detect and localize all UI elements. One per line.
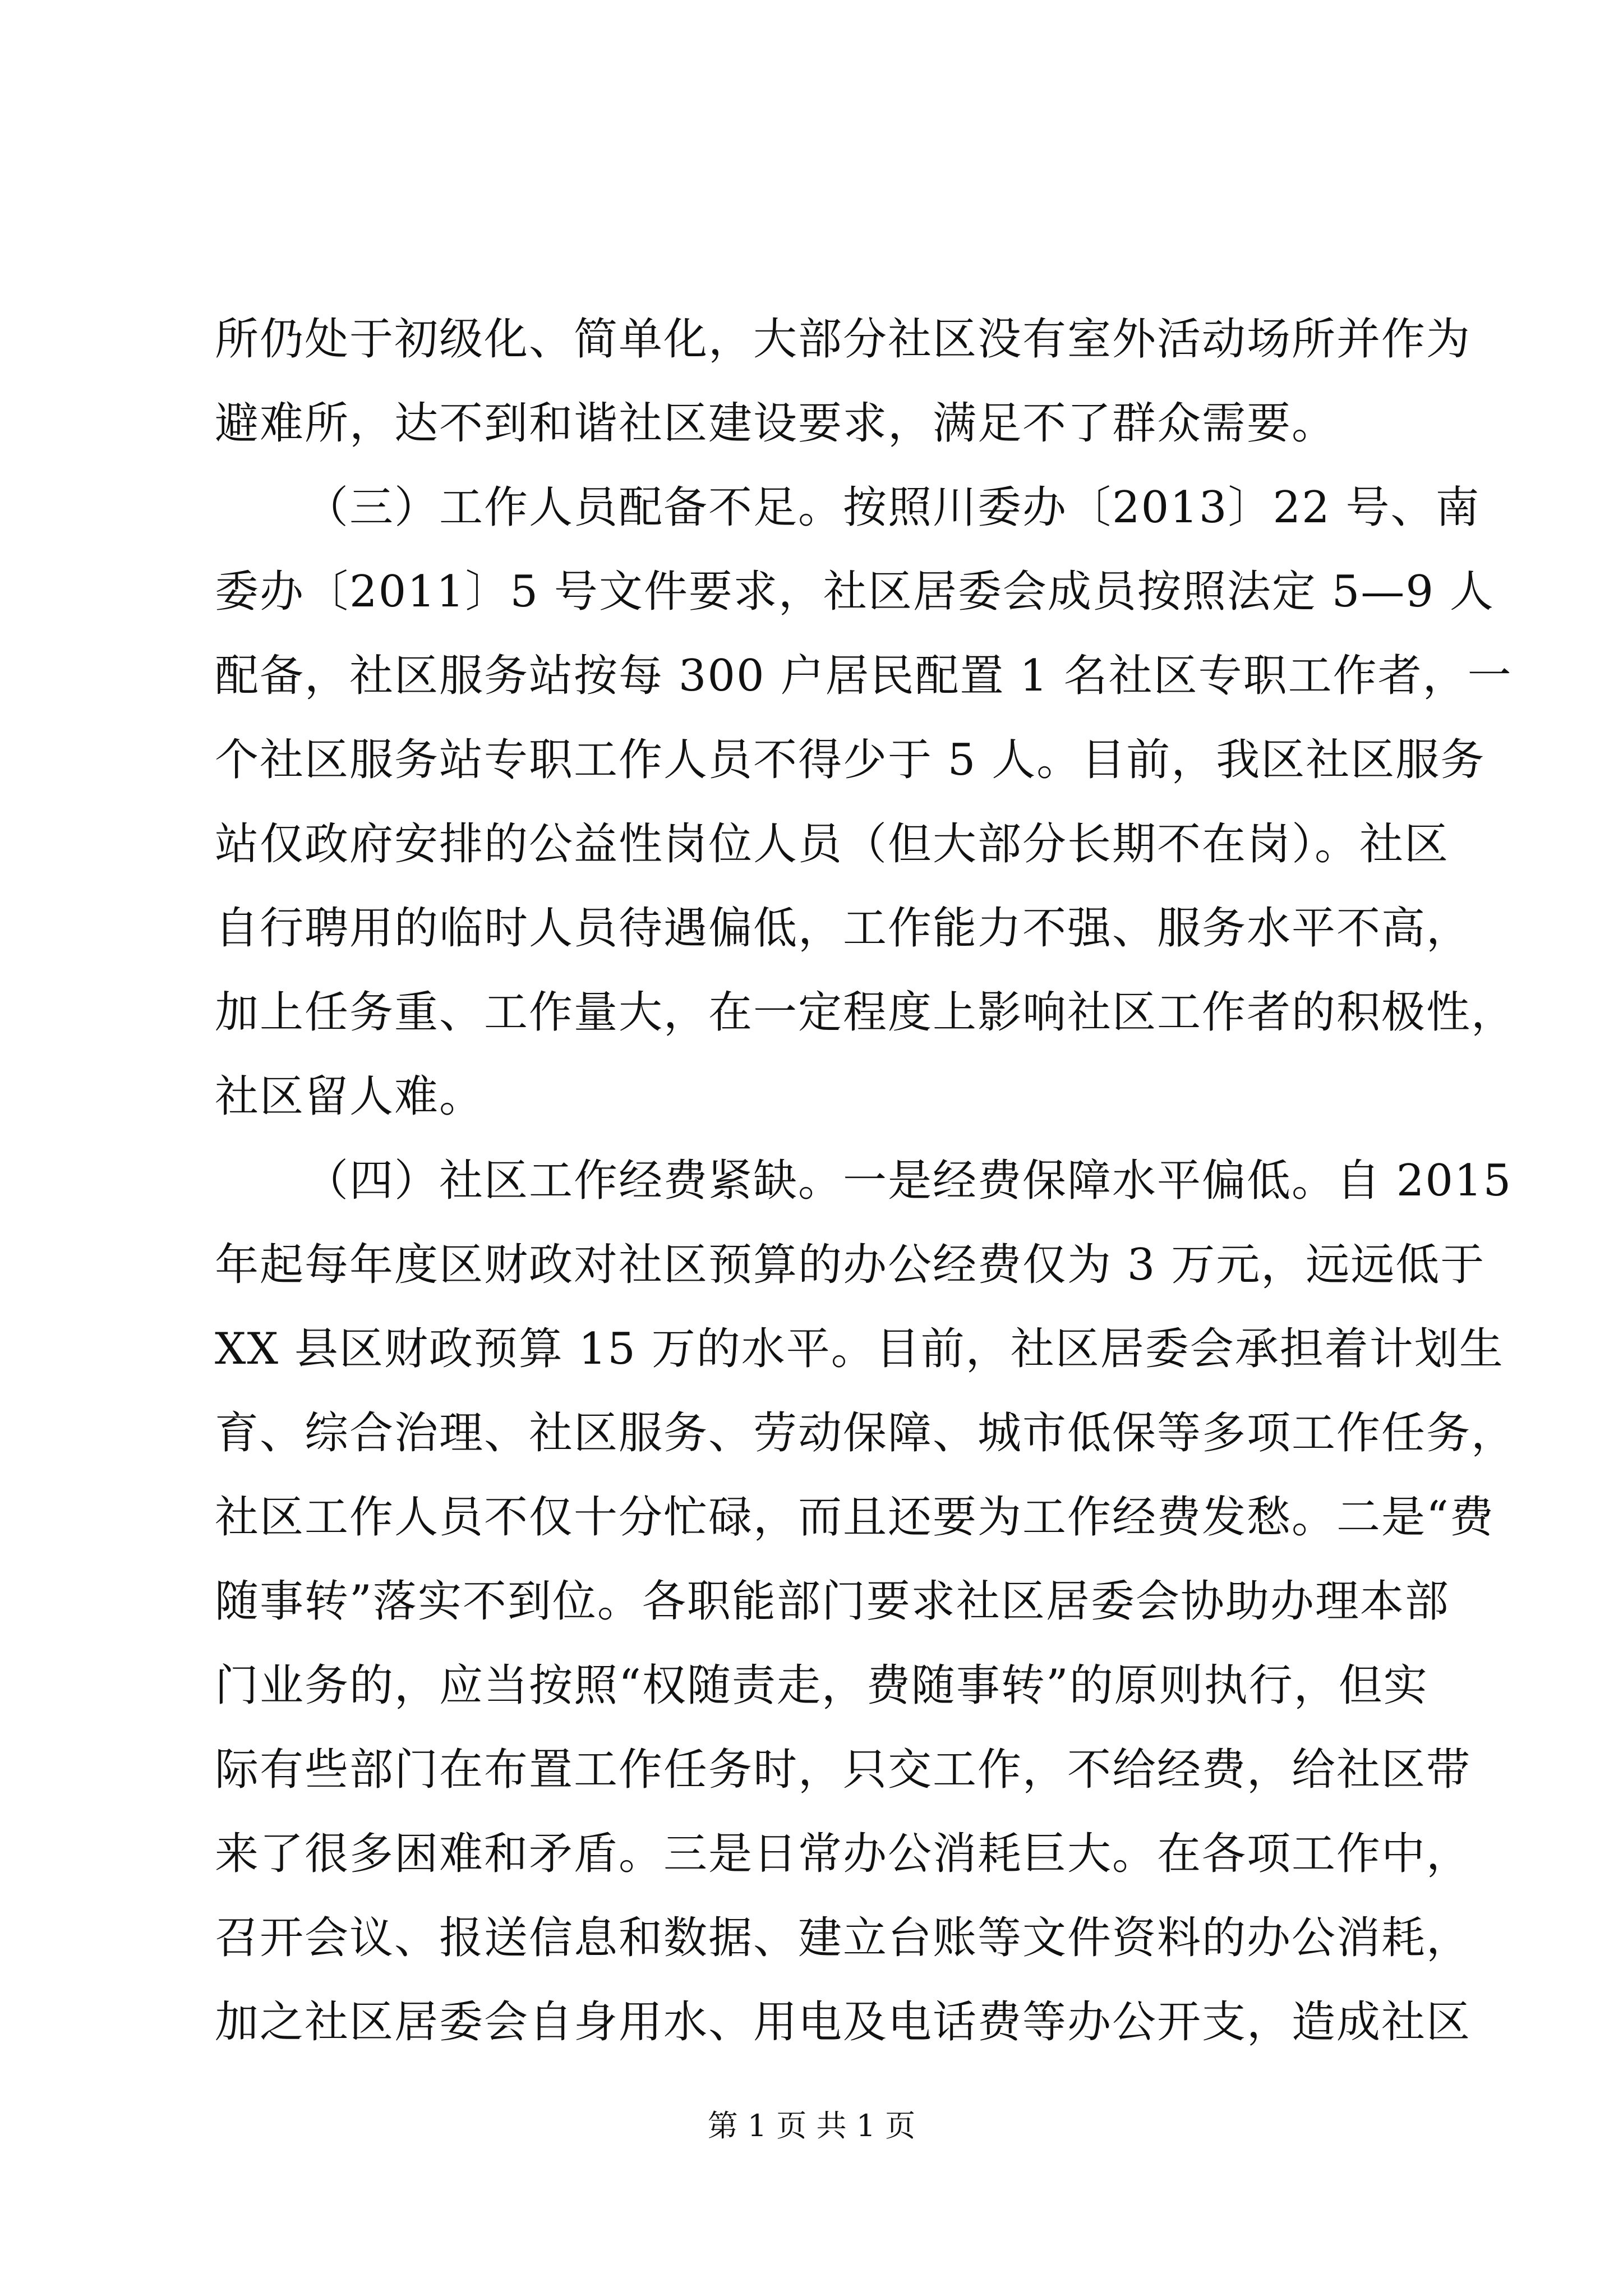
paragraph-line: 社区工作人员不仅十分忙碌，而且还要为工作经费发愁。二是“费 [215, 1492, 1495, 1543]
paragraph-line: 社区留人难。 [215, 1071, 485, 1122]
paragraph-line: 所仍处于初级化、简单化，大部分社区没有室外活动场所并作为 [215, 314, 1472, 365]
paragraph-line: （四）社区工作经费紧缺。一是经费保障水平偏低。自 2015 [305, 1156, 1513, 1206]
paragraph-line: 门业务的，应当按照“权随责走，费随事转”的原则执行，但实 [215, 1660, 1428, 1711]
paragraph-line: 个社区服务站专职工作人员不得少于 5 人。目前，我区社区服务 [215, 735, 1486, 785]
paragraph-line: 来了很多困难和矛盾。三是日常办公消耗巨大。在各项工作中， [215, 1829, 1472, 1879]
paragraph-line: 召开会议、报送信息和数据、建立台账等文件资料的办公消耗， [215, 1913, 1472, 1963]
paragraph-line: 加上任务重、工作量大，在一定程度上影响社区工作者的积极性， [215, 987, 1516, 1038]
paragraph-line: 加之社区居委会自身用水、用电及电话费等办公开支，造成社区 [215, 1997, 1472, 2047]
paragraph-line: 自行聘用的临时人员待遇偏低，工作能力不强、服务水平不高， [215, 903, 1472, 954]
page-number-footer: 第 1 页 共 1 页 [707, 2108, 916, 2143]
paragraph-line: 站仅政府安排的公益性岗位人员（但大部分长期不在岗）。社区 [215, 819, 1450, 869]
paragraph-line: 际有些部门在布置工作任务时，只交工作，不给经费，给社区带 [215, 1745, 1472, 1795]
paragraph-line: 年起每年度区财政对社区预算的办公经费仅为 3 万元，远远低于 [215, 1240, 1486, 1290]
paragraph-line: 育、综合治理、社区服务、劳动保障、城市低保等多项工作任务， [215, 1408, 1516, 1458]
paragraph-line: 委办〔2011〕5 号文件要求，社区居委会成员按照法定 5—9 人 [215, 567, 1495, 617]
paragraph-line: （三）工作人员配备不足。按照川委办〔2013〕22 号、南 [305, 482, 1481, 533]
paragraph-line: XX 县区财政预算 15 万的水平。目前，社区居委会承担着计划生 [215, 1324, 1504, 1374]
paragraph-line: 配备，社区服务站按每 300 户居民配置 1 名社区专职工作者，一 [215, 651, 1513, 701]
paragraph-line: 随事转”落实不到位。各职能部门要求社区居委会协助办理本部 [215, 1576, 1450, 1627]
document-body [215, 297, 1516, 2064]
paragraph-line: 避难所，达不到和谐社区建设要求，满足不了群众需要。 [215, 398, 1337, 449]
